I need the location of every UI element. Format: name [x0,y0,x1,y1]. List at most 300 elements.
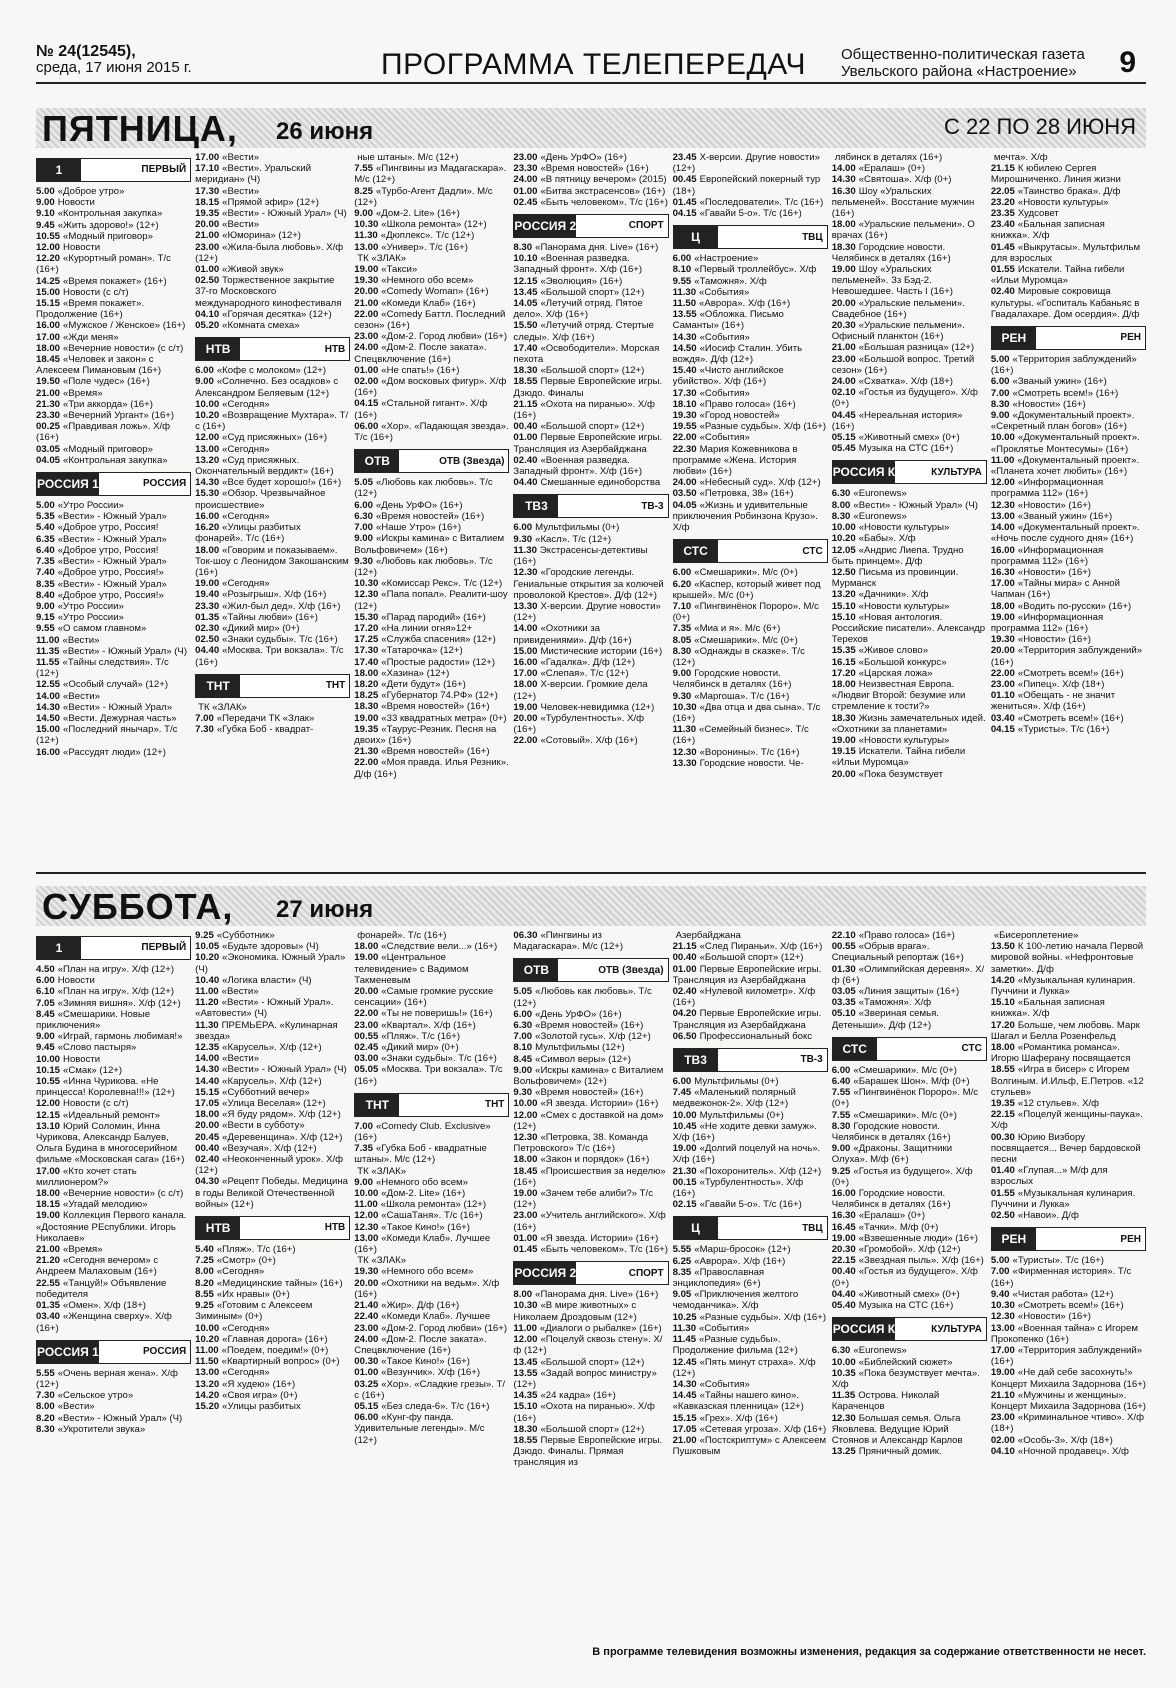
program-title: «Утро России» [57,500,124,512]
program-entry [195,242,350,264]
program-title: «Такси» [381,264,418,276]
program-time: 15.50 [513,320,538,332]
program-entry [991,601,1146,612]
program-time: 7.00 [990,387,1010,399]
day-banner-saturday [36,886,1146,926]
channel-header [36,472,191,496]
schedule-column [195,152,350,864]
program-time: 13.30 [672,757,697,769]
program-entry [673,298,828,309]
program-entry [513,1244,668,1255]
channel-logo-icon: РОССИЯ К [833,1318,895,1340]
program-title: Мультфильмы (0+) [699,1109,784,1121]
program-entry [991,545,1146,567]
program-entry [195,1345,350,1356]
program-time: 7.30 [36,1390,55,1402]
program-entry [36,197,191,208]
program-entry [354,186,509,208]
program-entry [195,1120,350,1131]
program-title: «Чистая работа» (12+) [1012,1288,1114,1300]
program-title: «Кто хочет стать миллионером?» [36,1165,137,1188]
program-time: 00.15 [672,1176,697,1188]
program-title: «Выкрутасы». Мультфильм для взрослых [990,241,1141,264]
program-title: «Любовь как любовь». Т/с (12+) [513,986,652,1009]
program-time: 19.50 [36,376,61,388]
program-entry [513,657,668,668]
program-time: 20.00 [831,297,856,309]
program-title: Городские новости. Челябинск в деталях (16+) [831,1188,951,1211]
program-title: «Везунчик». Х/ф (16+) [381,1367,481,1379]
program-title: «Идеальный ремонт» [63,1109,160,1121]
program-time: 9.00 [513,1064,533,1076]
program-entry [195,975,350,986]
program-title: «Большая разница» (12+) [858,342,975,354]
program-time: 12.30 [354,589,379,601]
program-time: 24.00 [354,1333,379,1345]
program-time: 17.20 [831,667,856,679]
program-title: «Комеди Клаб» (16+) [381,297,476,309]
program-entry [36,421,191,443]
program-title: «Сегодня» [222,510,270,522]
program-entry [991,399,1146,410]
program-title: «Искры камина» с Виталием Вольфовичем» (16+) [354,533,505,556]
program-entry [354,1008,509,1019]
program-time: 8.45 [513,1053,533,1065]
program-time: 16.20 [195,522,220,534]
program-title: Х-версии. Громкие дела (12+) [513,679,648,702]
program-time: 9.30 [672,690,692,702]
program-entry [195,1390,350,1401]
program-time: 23.45 [672,152,697,163]
program-title: «Охотники на ведьм». Х/ф (16+) [354,1277,500,1300]
program-entry [36,376,191,387]
program-entry [673,635,828,646]
program-title: «Настроение» [694,253,759,265]
program-time: 16.30 [831,185,856,197]
program-title: «Euronews» [853,510,907,522]
program-time: 13.00 [195,1367,220,1379]
channel-logo-icon: ТНТ [355,1094,399,1116]
program-title: «Медицинские тайны» (16+) [216,1277,343,1289]
program-entry [991,941,1146,975]
program-title: «Жил-был дед». Х/ф (16+) [222,600,341,612]
program-title: «Эволюция» (16+) [540,275,623,287]
program-title: «Комиссар Рекс». Т/с (12+) [381,578,503,590]
schedule-column [832,930,987,1636]
program-title: «Большой спорт» (12+) [540,365,645,377]
program-title: «Маленький полярный медвежонок-2». Х/ф (12+) [672,1087,796,1110]
channel-logo-icon: РОССИЯ 2 [514,1262,576,1284]
program-title: «Сотовый». Х/ф (16+) [540,735,638,747]
program-entry [36,998,191,1009]
program-time: 02.50 [990,1210,1015,1222]
program-entry [991,975,1146,997]
program-entry [354,230,509,241]
program-title: Городские новости. Челябинск в деталях (16+) [831,241,951,264]
program-entry [673,747,828,758]
program-entry [832,264,987,298]
program-title: «Пока безумствует [858,768,943,780]
page-title: ПРОГРАММА ТЕЛЕПЕРЕДАЧ [381,48,806,81]
program-entry [36,1401,191,1412]
program-entry [513,1390,668,1401]
program-title: Мультфильмы (0+) [535,522,620,534]
program-entry [832,1110,987,1121]
program-time: 13.55 [513,1367,538,1379]
program-time: 13.00 [354,241,379,253]
program-time: 9.55 [672,275,692,287]
program-time: 11.30 [354,230,378,242]
program-time: 00.40 [195,1142,220,1154]
program-time: 14.00 [990,522,1015,534]
schedule-columns-friday [36,152,1146,864]
channel-logo-icon: НТВ [196,1217,240,1239]
program-time: 14.45 [672,1390,697,1402]
channel-logo-icon: СТС [674,540,718,562]
program-title: «Однажды в сказке». Т/с (12+) [672,645,805,668]
program-entry [673,174,828,196]
program-entry [673,388,828,399]
program-time: 02.50 [195,634,220,646]
program-entry [354,1412,509,1446]
program-time: 13.45 [513,286,538,298]
channel-logo-icon: Ц [674,226,718,248]
program-time: 14.50 [672,342,697,354]
program-entry [36,276,191,287]
program-title: «Новости» (16+) [1017,499,1091,511]
program-time: 9.05 [672,1289,692,1301]
program-entry [673,477,828,488]
program-entry [195,1266,350,1277]
program-time: 6.00 [672,1076,692,1088]
program-entry [513,1132,668,1154]
program-title: «Документальный проект». «Ночь после судного дня» (16+) [990,522,1140,545]
program-title: «Звездная пыль». Х/ф (16+) [858,1255,984,1267]
program-entry [195,645,350,667]
program-time: 16.30 [831,1210,856,1222]
program-entry [354,511,509,522]
program-time: 6.00 [513,522,533,534]
program-entry [354,309,509,331]
program-title: Мария Кожевникова в программе «Жена. История любви» (16+) [672,443,798,478]
program-entry [673,1267,828,1289]
program-title: «Три аккорда» (16+) [63,398,153,410]
program-title: Первые Европейские игры. Трансляция из Азербайджана [672,963,822,986]
program-entry [673,1413,828,1424]
program-title: «Каспер, который живет под крышей». М/с (0+) [672,578,821,601]
program-time: 9.00 [672,668,692,680]
program-title: «Андрис Лиепа. Трудно быть принцем». Д/ф [831,544,964,567]
program-time: 23.40 [990,219,1015,231]
program-entry [673,1143,828,1165]
program-time: 12.55 [36,679,61,691]
program-entry [832,186,987,220]
program-title: «Модный приговор» [63,230,153,242]
program-title: «Дом-2. После заката». Спецвключение (16+) [354,1333,487,1356]
program-time: 04.40 [513,477,538,489]
program-entry [36,1031,191,1042]
program-title: «Олимпийская деревня». Х/ф (6+) [831,963,985,986]
program-time: 20.00 [990,645,1015,657]
program-entry [195,1367,350,1378]
program-title: «Уральские пельмени». Офисный планктон (16+) [831,320,965,343]
program-time: 15.00 [36,286,61,298]
program-title: Юрий Соломин, Инна Чурикова, Александр Балуев, Ольга Будина в многосерийном фильме «Московская сага» (16+) [36,1120,185,1166]
program-time: 19.00 [354,264,379,276]
program-entry [354,1042,509,1053]
program-title: «Сетевая угроза». Х/ф (16+) [699,1423,827,1435]
program-time: 17.10 [195,163,220,175]
program-title: «Два отца и два сына». Т/с (16+) [672,701,821,724]
program-title: «Аврора». Х/ф (16+) [694,1255,786,1267]
channel-header [513,1261,668,1285]
program-title: Х-версии. Другие новости» (12+) [513,600,661,624]
program-entry [513,298,668,320]
program-time: 01.00 [513,1232,538,1244]
program-title: «Охотники за привидениями». Д/ф (16+) [513,623,632,646]
program-title: «Учитель английского». Х/ф (16+) [513,1210,666,1233]
program-entry [991,1435,1146,1446]
program-entry [36,343,191,354]
program-time: 5.55 [36,1367,55,1379]
program-entry [354,1255,509,1266]
program-time: 9.00 [990,410,1010,422]
program-time: 02.50 [195,275,220,287]
program-time: 20.00 [195,1120,220,1132]
program-entry [513,1368,668,1390]
program-entry [354,365,509,376]
program-time: 20.00 [195,219,220,231]
program-time: 16.00 [513,656,538,668]
program-title: «Туристы». Т/с (16+) [1017,723,1110,735]
program-entry [832,219,987,241]
program-title: «Мужское / Женское» (16+) [63,320,186,332]
program-entry [832,964,987,986]
program-entry [673,410,828,421]
program-title: «Парад пародий» (16+) [381,611,486,623]
program-entry [832,522,987,533]
program-title: «Утро России» [57,612,124,624]
program-entry [991,500,1146,511]
program-entry [195,511,350,522]
program-entry [354,1278,509,1300]
program-entry [673,646,828,668]
program-time: 13.45 [513,1356,538,1368]
program-title: «Обещать - не значит жениться». Х/ф (16+) [990,690,1116,713]
program-title: «Таможня». Х/ф [694,275,767,287]
program-entry [513,522,668,533]
program-entry [513,276,668,287]
channel-logo-icon: РЕН [992,327,1036,349]
program-title: «33 квадратных метра» (0+) [381,712,507,724]
program-entry [36,1413,191,1424]
program-entry [36,635,191,646]
program-title: «Не ходите девки замуж». Х/ф (16+) [672,1120,817,1144]
program-entry [513,1087,668,1098]
program-time: 24.00 [513,174,538,186]
program-title: «Нулевой километр». Х/ф (16+) [672,986,816,1009]
program-entry [832,657,987,668]
program-time: 9.00 [36,600,55,612]
program-entry [36,410,191,421]
program-entry [513,1154,668,1165]
program-time: 24.00 [672,477,697,489]
program-time: 10.00 [672,1109,697,1121]
program-time: 9.00 [354,1176,373,1188]
program-title: «Дом-2. Lite» (16+) [375,208,460,220]
program-title: «Фирменная история». Т/с (16+) [990,1266,1132,1289]
program-title: «Жить здорово!» (12+) [57,219,159,231]
program-title: «Время новостей» (16+) [375,510,485,522]
program-entry [36,500,191,511]
program-time: 13.00 [990,1322,1015,1334]
program-time: 18.55 [990,1064,1015,1076]
program-entry [513,1334,668,1356]
program-entry [991,1210,1146,1221]
program-title: «Тайны мира» с Анной Чапман (16+) [990,578,1120,601]
program-title: «Квартал». Х/ф (16+) [381,1019,476,1031]
channel-header [832,460,987,484]
program-title: «События» [699,387,750,399]
program-title: «Смешарики. Новые приключения» [36,1008,151,1032]
program-title: «Разные судьбы». Х/ф (16+) [699,1311,827,1323]
program-time: 15.00 [513,645,538,657]
program-title: «Смотреть всем!» (16+) [1012,387,1119,399]
program-time: 14.25 [36,275,61,287]
day-date: 27 июня [276,896,374,923]
program-title: «Вести» [221,986,259,998]
program-time: 23.30 [513,163,538,175]
program-entry [513,287,668,298]
program-time: 4.50 [36,964,55,975]
program-title: «Криминальное чтиво». Х/ф (18+) [990,1412,1144,1435]
program-entry [673,623,828,634]
program-time: 9.15 [36,612,55,624]
program-entry [832,1008,987,1030]
program-entry [673,1244,828,1255]
program-time: 17.20 [990,1019,1015,1031]
program-entry [991,242,1146,264]
program-time: 14.00 [831,163,856,175]
program-time: 19.30 [990,634,1015,646]
program-entry [354,1356,509,1367]
program-title: «Кофе с молоком» (12+) [216,365,327,377]
program-title: «Улица Веселая» (12+) [222,1098,326,1110]
program-entry [991,645,1146,667]
program-time: 12.30 [354,1221,379,1233]
program-title: «Касл». Т/с (12+) [535,533,612,545]
program-time: 7.10 [672,600,692,612]
program-time: 14.30 [36,701,61,713]
program-time: 23.00 [990,1412,1015,1424]
program-time: 21.00 [36,387,61,399]
program-time: 02.30 [195,622,220,634]
program-title: «Квартирный вопрос» (0+) [221,1356,340,1368]
program-title: «Время новостей» (16+) [535,1087,644,1099]
program-title: «Охота на пиранью». Х/ф (16+) [513,1401,655,1424]
program-entry [991,354,1146,376]
program-time: 7.55 [831,1087,851,1099]
program-time: 23.00 [354,1322,379,1334]
program-title: «Вести. Дежурная часть» [63,712,177,724]
program-entry [832,1065,987,1076]
program-title: «Большой конкурс» [858,656,947,668]
program-title: «Летучий отряд. Пятое дело». Х/ф (16+) [513,298,643,321]
program-time: 21.00 [831,342,856,354]
program-entry [832,174,987,185]
program-title: «День УрФО» (16+) [535,1008,622,1020]
program-time: 11.00 [195,1344,219,1356]
program-title: «Символ веры» (12+) [535,1053,631,1065]
program-time: 13.25 [831,1446,856,1458]
program-entry [354,421,509,443]
program-title: «Татарочка» (12+) [381,645,463,657]
program-entry [195,208,350,219]
program-entry [513,735,668,746]
program-entry [832,1345,987,1356]
program-title: «Такое Кино!» (16+) [381,1221,470,1233]
program-time: 00.40 [831,1266,856,1278]
program-title: «Вести в субботу» [222,1120,305,1132]
program-entry [832,432,987,443]
program-title: Неизвестная Европа. «Людвиг Второй: безумие или стремление к тости?» [831,678,966,713]
program-entry [36,1255,191,1277]
channel-header [354,449,509,473]
program-time: 11.00 [195,986,219,998]
program-entry [195,997,350,1019]
program-entry [195,589,350,600]
program-entry [513,197,668,208]
program-entry [36,1121,191,1166]
program-title: «Тачки». М/ф (0+) [858,1221,939,1233]
program-entry [36,208,191,219]
program-time: 6.00 [36,975,55,987]
program-title: К 100-летию начала Первой мировой войны. «Нефронтовые заметки». Д/ф [990,941,1144,975]
program-title: «Comedy Woman» (16+) [381,286,489,298]
program-entry [832,1121,987,1143]
channel-logo-icon: РОССИЯ К [833,461,895,483]
program-time: 19.00 [831,734,856,746]
program-time: 9.00 [354,208,373,220]
program-title: «Романтика романса». Игорю Шаферану посвящается [990,1042,1131,1065]
program-time: 01.40 [990,1165,1015,1177]
program-entry [195,320,350,331]
program-time: 19.00 [195,578,220,590]
program-time: 12.20 [36,253,61,265]
program-entry [36,220,191,231]
program-time: 05.20 [195,320,220,332]
program-time: 7.45 [672,1087,692,1099]
program-title: «Знаки судьбы». Т/с (16+) [222,634,338,646]
program-title: «Обзор. Чрезвычайное происшествие» [195,488,326,511]
program-title: «Рецепт Победы. Медицина в годы Великой Отечественной войны» (12+) [195,1176,349,1210]
program-time: 10.45 [672,1120,697,1132]
program-time: 15.30 [195,488,220,500]
program-entry [195,724,350,735]
program-time: 16.00 [990,544,1015,556]
program-time: 21.15 [513,398,538,410]
program-entry [673,1289,828,1311]
program-entry [354,242,509,253]
program-entry [673,986,828,1008]
program-title: Новости [57,197,95,209]
channel-name: ОТВ (Звезда) [439,455,505,467]
program-entry [832,1266,987,1288]
program-time: 21.00 [354,297,379,309]
masthead [36,44,1146,84]
program-title: «Воронины». Т/с (16+) [699,746,800,758]
channel-logo-icon: РОССИЯ 1 [37,473,99,495]
